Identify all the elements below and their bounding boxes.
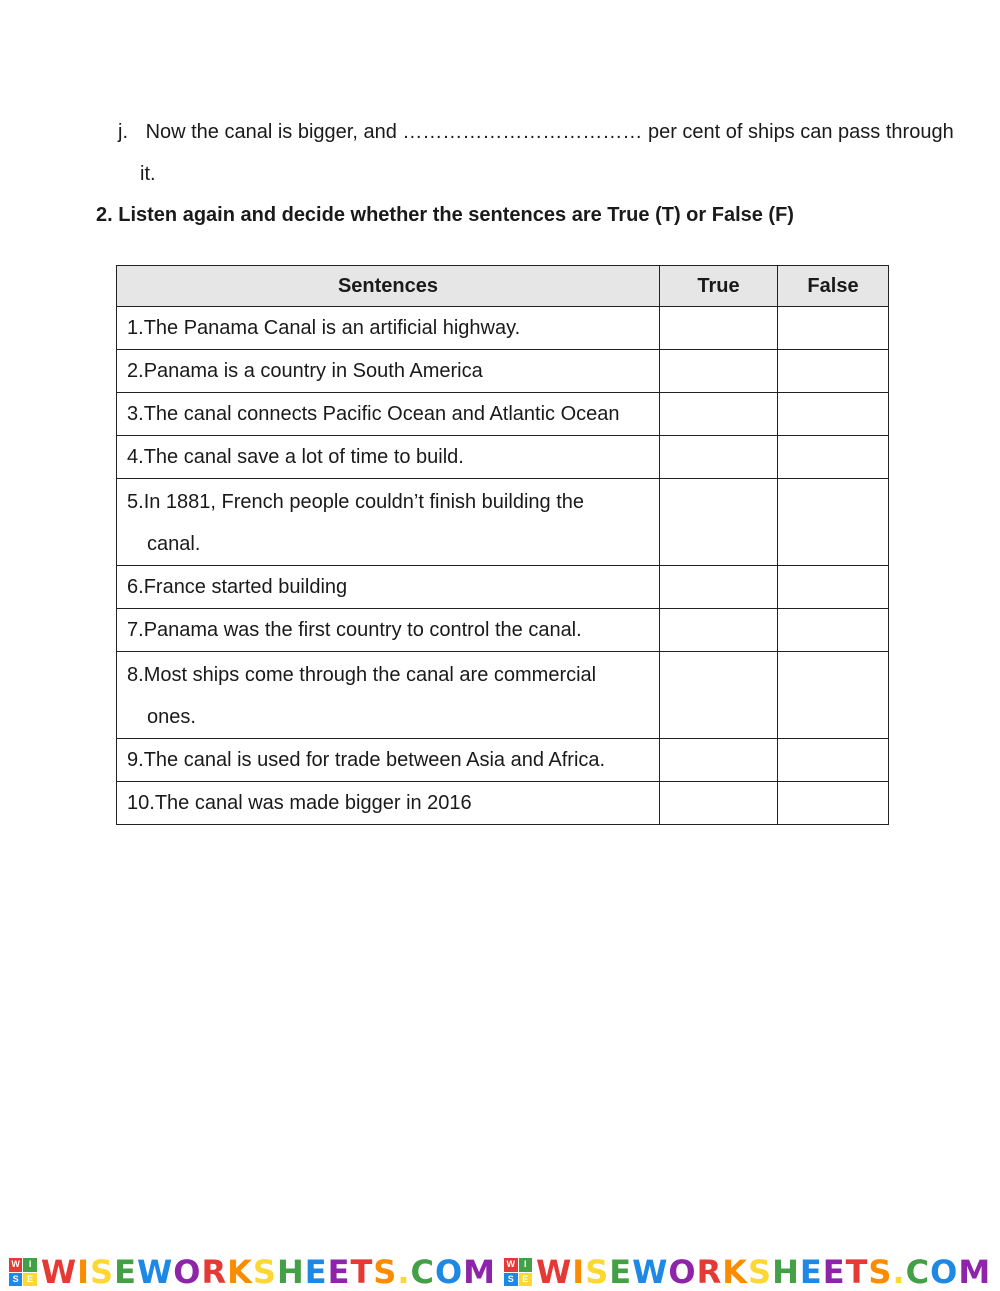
sentence-number: 10. — [127, 792, 155, 814]
item-j-marker: j. — [118, 121, 128, 143]
false-answer-cell[interactable] — [778, 393, 889, 436]
sentence-cell — [117, 652, 660, 739]
false-answer-cell[interactable] — [778, 436, 889, 479]
logo-letter: E — [23, 1273, 37, 1287]
false-answer-cell[interactable] — [778, 739, 889, 782]
sentence-cell — [117, 393, 660, 436]
false-answer-cell[interactable] — [778, 609, 889, 652]
true-answer-cell[interactable] — [660, 652, 778, 739]
true-answer-cell[interactable] — [660, 393, 778, 436]
sentence-text: Most ships come through the canal are commercial — [143, 664, 597, 686]
table-row — [117, 350, 889, 393]
footer-logo-2 — [504, 1253, 991, 1291]
sentence-cell — [117, 479, 660, 566]
sentence-text: Panama is a country in South America — [143, 360, 483, 382]
true-false-table — [116, 265, 889, 825]
logo-icon — [504, 1258, 532, 1286]
sentence-text: canal. — [147, 533, 201, 555]
logo-letter: I — [519, 1258, 533, 1272]
brand-text: WISEWORKSHEETS.COM — [536, 1253, 992, 1291]
true-answer-cell[interactable] — [660, 436, 778, 479]
sentence-cell — [117, 436, 660, 479]
table-row — [117, 566, 889, 609]
header-false: False — [778, 266, 889, 307]
header-true: True — [660, 266, 778, 307]
sentence-text: The canal was made bigger in 2016 — [154, 792, 472, 814]
sentence-text: ones. — [147, 706, 196, 728]
false-answer-cell[interactable] — [778, 479, 889, 566]
item-j — [118, 118, 954, 146]
false-answer-cell[interactable] — [778, 350, 889, 393]
table-row — [117, 479, 889, 566]
sentence-number: 9. — [127, 749, 144, 771]
table-row — [117, 739, 889, 782]
item-j-text: Now the canal is bigger, and ……………………………… per cent of ships can pass through — [145, 121, 954, 143]
sentence-text: Panama was the first country to control the canal. — [143, 619, 582, 641]
sentence-text: The canal save a lot of time to build. — [143, 446, 464, 468]
section-2-heading: 2. Listen again and decide whether the sentences are True (T) or False (F) — [96, 204, 794, 226]
true-answer-cell[interactable] — [660, 609, 778, 652]
brand-text: WISEWORKSHEETS.COM — [40, 1253, 496, 1291]
table-header-row — [117, 266, 889, 307]
item-j-continuation: it. — [140, 163, 156, 185]
logo-letter: W — [9, 1258, 23, 1272]
table-row — [117, 393, 889, 436]
footer-logo-1 — [9, 1253, 496, 1291]
logo-letter: I — [23, 1258, 37, 1272]
sentence-cell — [117, 350, 660, 393]
logo-letter: E — [519, 1273, 533, 1287]
sentence-cell — [117, 782, 660, 825]
true-answer-cell[interactable] — [660, 782, 778, 825]
sentence-number: 7. — [127, 619, 144, 641]
table-row — [117, 782, 889, 825]
true-answer-cell[interactable] — [660, 307, 778, 350]
logo-icon — [9, 1258, 37, 1286]
sentence-text: France started building — [143, 576, 348, 598]
sentence-text: The canal connects Pacific Ocean and Atlantic Ocean — [143, 403, 620, 425]
sentence-number: 1. — [127, 317, 144, 339]
sentence-text: The Panama Canal is an artificial highway. — [143, 317, 521, 339]
sentence-number: 3. — [127, 403, 144, 425]
sentence-text: In 1881, French people couldn’t finish building the — [143, 491, 584, 513]
sentence-number: 4. — [127, 446, 144, 468]
logo-letter: S — [9, 1273, 23, 1287]
logo-letter: W — [504, 1258, 518, 1272]
sentence-number: 8. — [127, 664, 144, 686]
sentence-number: 5. — [127, 491, 144, 513]
table-row — [117, 652, 889, 739]
sentence-cell — [117, 307, 660, 350]
sentence-cell — [117, 739, 660, 782]
table-row — [117, 609, 889, 652]
table-row — [117, 436, 889, 479]
table-row — [117, 307, 889, 350]
logo-letter: S — [504, 1273, 518, 1287]
sentence-cell — [117, 609, 660, 652]
false-answer-cell[interactable] — [778, 782, 889, 825]
sentence-number: 2. — [127, 360, 144, 382]
sentence-number: 6. — [127, 576, 144, 598]
true-answer-cell[interactable] — [660, 566, 778, 609]
header-sentences: Sentences — [117, 266, 660, 307]
false-answer-cell[interactable] — [778, 566, 889, 609]
footer-watermark — [0, 1253, 1000, 1291]
false-answer-cell[interactable] — [778, 307, 889, 350]
sentence-text: The canal is used for trade between Asia and Africa. — [143, 749, 606, 771]
false-answer-cell[interactable] — [778, 652, 889, 739]
sentence-cell — [117, 566, 660, 609]
true-answer-cell[interactable] — [660, 739, 778, 782]
true-answer-cell[interactable] — [660, 350, 778, 393]
true-answer-cell[interactable] — [660, 479, 778, 566]
